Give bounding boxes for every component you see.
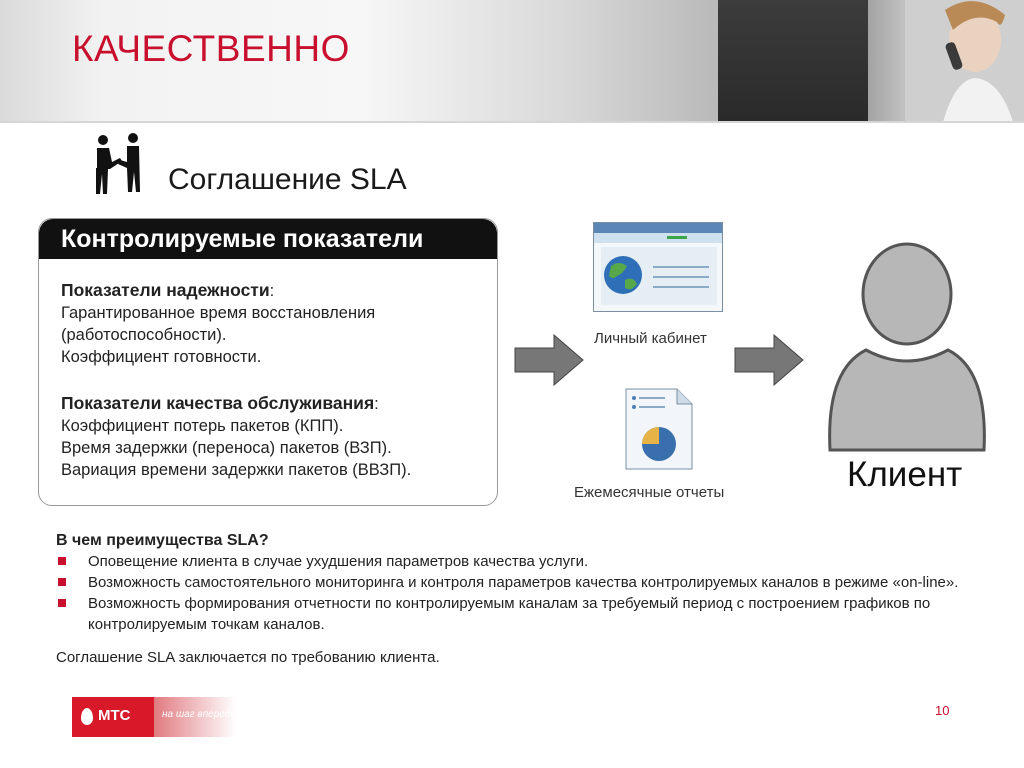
- sla-title: Соглашение SLA: [168, 163, 407, 196]
- arrow-right-icon: [734, 334, 804, 386]
- mts-egg-icon: [81, 708, 93, 725]
- woman-on-phone-photo: [905, 0, 1024, 122]
- reliability-item: (работоспособности).: [61, 326, 227, 344]
- monitored-indicators-box: [38, 218, 498, 506]
- header-divider: [0, 121, 1024, 123]
- report-document-icon: [625, 388, 693, 470]
- advantages-footer: Соглашение SLA заключается по требованию клиента.: [56, 649, 440, 666]
- handshake-icon: [92, 132, 144, 196]
- list-item: Оповещение клиента в случае ухудшения параметров качества услуги.: [56, 551, 976, 572]
- advantages-title: В чем преимущества SLA?: [56, 532, 269, 549]
- quality-item: Коэффициент потерь пакетов (КПП).: [61, 417, 344, 435]
- reliability-item: Гарантированное время восстановления: [61, 304, 376, 322]
- list-item: Возможность формирования отчетности по контролируемым каналам за требуемый период с построением графиков по контролируемым точкам каналов.: [56, 593, 976, 635]
- client-label: Клиент: [847, 455, 963, 494]
- bullet-icon: [58, 557, 66, 565]
- logo-text: МТС: [98, 707, 131, 724]
- reliability-title: Показатели надежности: [61, 280, 270, 300]
- mts-logo: [72, 697, 154, 737]
- monitor-illustration: [718, 0, 868, 122]
- box-heading: Контролируемые показатели: [39, 219, 497, 259]
- quality-title: Показатели качества обслуживания: [61, 393, 375, 413]
- brand-slogan: на шаг впереди: [162, 709, 236, 720]
- box-body: Показатели надежности: Гарантированное время восстановления (работоспособности). Коэффициент готовности. Показатели качества обслуживания: Коэффициент потерь пакетов (КПП). Время задержки (переноса) пакетов (ВЗП). Вариация времени задержки пакетов (ВВЗП).: [61, 279, 491, 481]
- page-title: КАЧЕСТВЕННО: [72, 28, 350, 69]
- quality-item: Вариация времени задержки пакетов (ВВЗП).: [61, 461, 412, 479]
- quality-item: Время задержки (переноса) пакетов (ВЗП).: [61, 439, 392, 457]
- monthly-reports-label: Ежемесячные отчеты: [574, 484, 725, 501]
- reliability-item: Коэффициент готовности.: [61, 348, 262, 366]
- arrow-right-icon: [514, 334, 584, 386]
- client-user-icon: [826, 240, 988, 452]
- page-number: 10: [935, 703, 950, 718]
- web-portal-window-icon: [593, 222, 723, 312]
- advantages-section: [56, 530, 976, 668]
- bullet-icon: [58, 599, 66, 607]
- advantages-list: [56, 551, 976, 635]
- list-item: Возможность самостоятельного мониторинга и контроля параметров качества контролируемых каналов в режиме «on-line».: [56, 572, 976, 593]
- personal-account-label: Личный кабинет: [594, 330, 707, 347]
- bullet-icon: [58, 578, 66, 586]
